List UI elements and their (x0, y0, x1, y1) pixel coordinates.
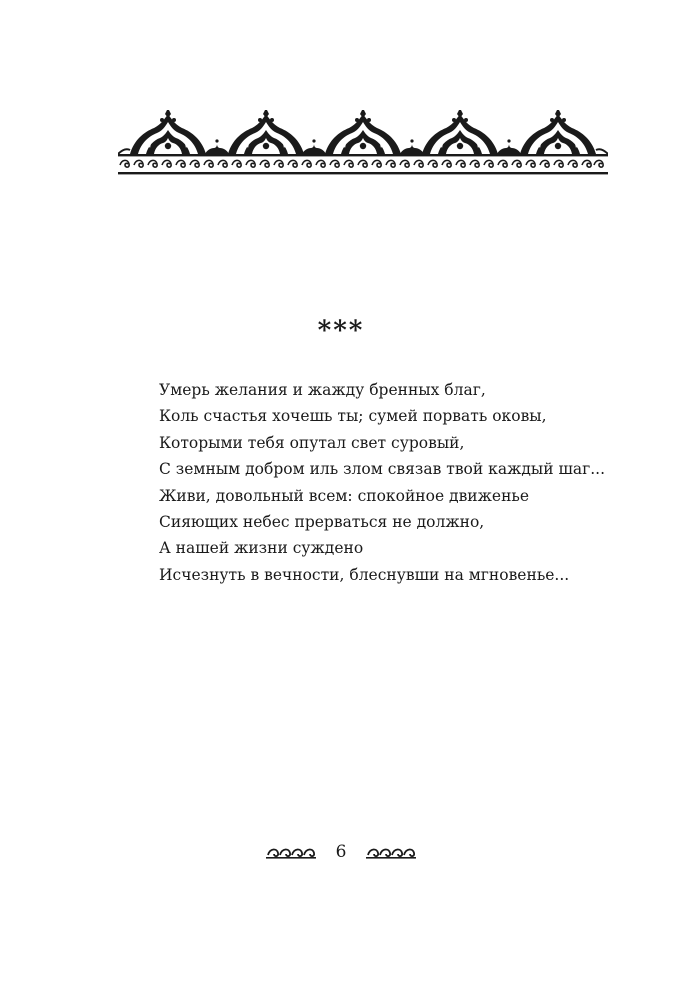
poem-line: Умерь желания и жажду бренных благ, (159, 381, 486, 399)
poem-line: С земным добром иль злом связав твой каждый шаг... (159, 460, 606, 479)
section-separator: *** (317, 316, 365, 346)
page-number: 6 (335, 842, 347, 862)
poem-line: Сияющих небес прерваться не должно, (159, 512, 485, 531)
poem-line: Которыми тебя опутал свет суровый, (159, 433, 465, 452)
poem-line: А нашей жизни суждено (159, 539, 364, 558)
poem-line: Живи, довольный всем: спокойное движенье (159, 486, 530, 505)
wave-scroll-icon (366, 844, 416, 860)
wave-scroll-icon (266, 844, 316, 860)
page-footer (0, 842, 682, 862)
poem-line: Исчезнуть в вечности, блеснувши на мгновенье... (159, 565, 570, 584)
poem-stanza (159, 377, 629, 588)
arabesque-border-icon (118, 110, 608, 178)
poem-line: Коль счастья хочешь ты; сумей порвать оковы, (159, 407, 547, 426)
